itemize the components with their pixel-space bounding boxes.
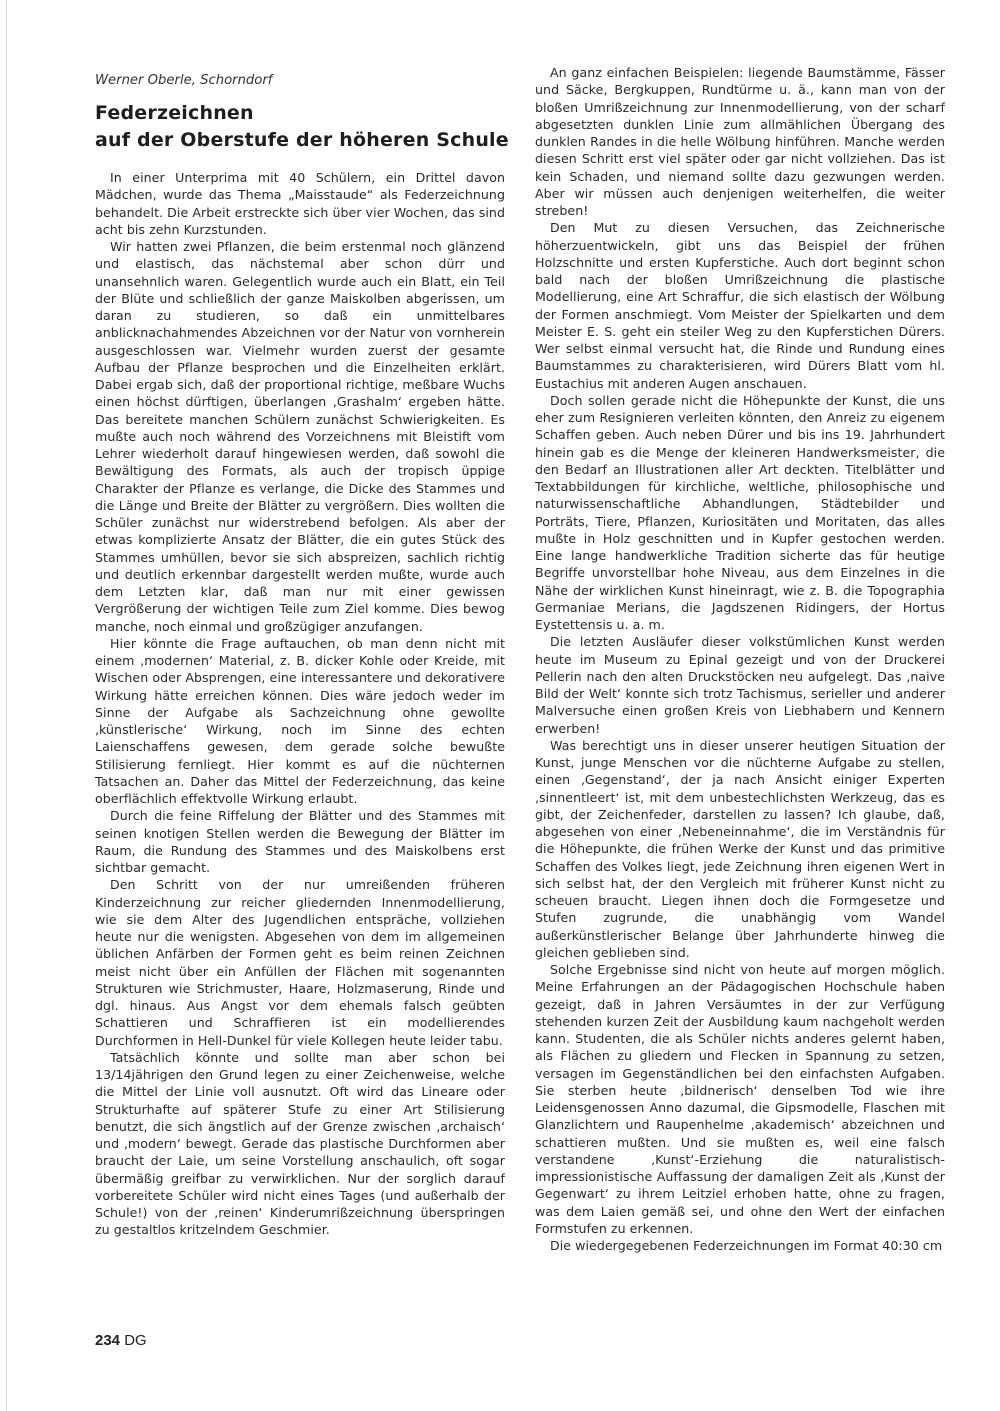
journal-abbrev: DG bbox=[124, 1332, 147, 1349]
paragraph: Was berechtigt uns in dieser unserer heutigen Situation der Kunst, junge Menschen vor die nüchterne Aufgabe zu stellen, einen ‚Gegenstand‘, der ja nach Ansicht einiger Experten ‚sinnentleert‘ ist, mit dem unbestechlichsten Werkzeug, das es gibt, der Zeichenfeder, darstellen zu lassen? Ich glaube, daß, abgesehen von einer ‚Nebeneinnahme‘, die im Verständnis für die Höhepunkte, die frühen Werke der Kunst und das primitive Schaffen des Volkes liegt, jede Zeichnung ihren eigenen Wert in sich selbst hat, der den Vergleich mit früherer Kunst nicht zu scheuen braucht. Liegen ihnen doch die Formgesetze und Stufen zugrunde, die unabhängig vom Wandel außerkünstlerischer Belange über Jahrhunderte hinweg die gleichen geblieben sind. bbox=[535, 737, 945, 960]
paragraph: Doch sollen gerade nicht die Höhepunkte der Kunst, die uns eher zum Resignieren verleiten könnten, den Anreiz zu eigenem Schaffen geben. Auch neben Dürer und bis ins 19. Jahrhundert hinein gab es die Menge der kleineren Handwerksmeister, die den Bedarf an Illustrationen aller Art deckten. Titelblätter und Textabbildungen für kirchliche, weltliche, philosophische und naturwissenschaftliche Abhandlungen, Städtebilder und Porträts, Tiere, Pflanzen, Kuriositäten und Moritaten, das alles mußte in Holz geschnitten und in Kupfer gestochen werden. Eine lange handwerkliche Tradition sicherte das für heutige Begriffe unvorstellbar hohe Niveau, aus dem Einzelnes in die Nähe der wirklichen Kunst hineinragt, wie z. B. die Topographia Germaniae Merians, die Jagdszenen Ridingers, der Hortus Eystettensis u. a. m. bbox=[535, 392, 945, 632]
paragraph: Den Schritt von der nur umreißenden früheren Kinderzeichnung zur reicher gliedernden Innenmodellierung, wie sie dem Alter des Jugendlichen entspräche, vollziehen heute nur die wenigsten. Abgesehen von dem im allgemeinen üblichen Anfärben der Formen geht es beim reinen Zeichnen meist nicht über ein Anfüllen der Flächen mit sogenannten Strukturen wie Strichmuster, Haare, Holzmaserung, Rinde und dgl. hinaus. Aus Angst vor dem ehemals falsch geübten Schattieren und Schraffieren ist ein modellierendes Durchformen in Hell-Dunkel für viele Kollegen heute leider tabu. bbox=[95, 877, 505, 1048]
paragraph: Wir hatten zwei Pflanzen, die beim erstenmal noch glänzend und elastisch, das nächstemal aber schon dürr und unansehnlich waren. Gelegentlich wurde auch ein Blatt, ein Teil der Blüte und schließlich der ganze Maiskolben abgerissen, um daran zu studieren, so daß ein unmittelbares anblicknachahmendes Abzeichnen vor der Natur von vornherein ausgeschlossen war. Vielmehr wurden zuerst der gesamte Aufbau der Pflanze besprochen und die Einzelheiten erklärt. Dabei ergab sich, daß der proportional richtige, meßbare Wuchs einen höchst dürftigen, überlangen ‚Grashalm‘ ergeben hätte. Das bereitete manchen Schülern zunächst Schwierigkeiten. Es mußte auch noch während des Vorzeichnens mit Bleistift vom Lehrer wiederholt darauf hingewiesen werden, daß sowohl die Bewältigung des Formats, als auch der tropisch üppige Charakter der Pflanze es verlange, die Dicke des Stammes und die Länge und Breite der Blätter zu vergrößern. Dies wollten die Schüler zunächst nur widerstrebend befolgen. Als aber der etwas komplizierte Ansatz der Blätter, die ein gutes Stück des Stammes umhüllen, bevor sie sich abspreizen, sachlich richtig und deutlich erkennbar dargestellt werden mußte, wurde auch dem Letzten klar, daß man nur mit einer gewissen Vergrößerung der wichtigen Teile zum Ziel komme. Dies bewog manche, noch einmal und großzügiger anzufangen. bbox=[95, 239, 505, 634]
paragraph-last: Die wiedergegebenen Federzeichnungen im Format 40:30 cm bbox=[550, 1238, 943, 1253]
paragraph: An ganz einfachen Beispielen: liegende Baumstämme, Fässer und Säcke, Bergkuppen, Rundtürme u. ä., kann man von der bloßen Umrißzeichnung zur Innenmodellierung, von der scharf abgesetzten dunklen Linie zum allmählichen Übergang des dunklen Randes in die helle Wölbung hinführen. Manche werden diesen Schritt erst viel später oder gar nicht vollziehen. Das ist kein Schaden, und niemand sollte dazu gezwungen werden. Aber wir müssen auch denjenigen weiterhelfen, die weiter streben! bbox=[535, 65, 945, 218]
right-column bbox=[535, 64, 945, 1254]
paragraph: Tatsächlich könnte und sollte man aber schon bei 13/14jährigen den Grund legen zu einer Zeichenweise, welche die Mittel der Linie voll ausnutzt. Oft wird das Lineare oder Strukturhafte auf späterer Stufe zu einer Art Stilisierung benutzt, die sich ängstlich auf der Grenze zwischen ‚archaisch‘ und ‚modern‘ bewegt. Gerade das plastische Durchformen aber braucht der Laie, um seine Vorstellung anschaulich, oft sogar übermäßig greifbar zu verwirklichen. Nur der sorglich darauf vorbereitete Schüler wird nicht eines Tages (und außerhalb der Schule!) von der ‚reinen‘ Kinderumrißzeichnung überspringen zu gestaltlos kritzelndem Geschmier. bbox=[95, 1049, 505, 1238]
title-line-1: Federzeichnen bbox=[95, 102, 254, 124]
paragraph: Hier könnte die Frage auftauchen, ob man denn nicht mit einem ‚modernen‘ Material, z. B. dicker Kohle oder Kreide, mit Wischen oder Absprengen, eine interessantere und dekorativere Wirkung hätte erreichen können. Dies wäre jedoch weder im Sinne der Aufgabe als Sachzeichnung ohne gewollte ‚künstlerische‘ Wirkung, noch im Sinne des echten Laienschaffens gewesen, dem gerade solche bewußte Stilisierung fernliegt. Hier kommt es auf die nüchternen Tatsachen an. Daher das Mittel der Federzeichnung, das keine oberflächlich effektvolle Wirkung erlaubt. bbox=[95, 635, 505, 806]
title-line-2: auf der Oberstufe der höheren Schule bbox=[95, 129, 509, 151]
page-number: 234 bbox=[95, 1332, 121, 1349]
paragraph: Den Mut zu diesen Versuchen, das Zeichnerische höherzuentwickeln, gibt uns das Beispiel der frühen Holzschnitte und ersten Kupferstiche. Auch dort beginnt schon bald nach der bloßen Umrißzeichnung die plastische Modellierung, eine Art Schraffur, die sich elastisch der Wölbung der Formen anschmiegt. Vom Meister der Spielkarten und dem Meister E. S. geht ein steiler Weg zu den Kupferstichen Dürers. Wer selbst einmal versucht hat, die Rinde und Rundung eines Baumstammes zu charakterisieren, wird Dürers Blatt vom hl. Eustachius mit anderen Augen anschauen. bbox=[535, 220, 945, 391]
paragraph: Solche Ergebnisse sind nicht von heute auf morgen möglich. Meine Erfahrungen an der Pädagogischen Hochschule haben gezeigt, daß in Jahren Versäumtes in der zur Verfügung stehenden kurzen Zeit der Ausbildung kaum nachgeholt werden kann. Studenten, die als Schüler nichts anderes gelernt haben, als Flächen zu gliedern und Flecken in Spannung zu setzen, versagen im Gegenständlichen bei den einfachsten Aufgaben. Sie sterben heute ‚bildnerisch‘ denselben Tod wie ihre Leidensgenossen Anno dazumal, die Gipsmodelle, Flaschen mit Glanzlichtern und Raupenhelme ‚akademisch‘ abzeichnen und schattieren mußten. Und sie mußten es, weil eine falsch verstandene ‚Kunst‘-Erziehung die naturalistisch-impressionistische Auffassung der damaligen Zeit als ‚Kunst der Gegenwart‘ zu ihrem Leitziel erhoben hatte, ohne zu fragen, was dem Laien gemäß sei, und ohne den Wert der einfachen Formstufen zu erkennen. bbox=[535, 962, 945, 1236]
page-footer bbox=[95, 1332, 147, 1349]
paragraph: Die letzten Ausläufer dieser volkstümlichen Kunst werden heute im Museum zu Epinal gezeigt und von der Druckerei Pellerin nach den alten Druckstöcken neu aufgelegt. Das ‚naive Bild der Welt‘ konnte sich trotz Tachismus, serieller und anderer Malversuche einen großen Kreis von Liebhabern und Kennern erwerben! bbox=[535, 634, 945, 736]
left-column bbox=[95, 169, 505, 1239]
paragraph: In einer Unterprima mit 40 Schülern, ein Drittel davon Mädchen, wurde das Thema „Maisstaude“ als Federzeichnung behandelt. Die Arbeit erstreckte sich über vier Wochen, das sind acht bis zehn Kurzstunden. bbox=[95, 170, 505, 237]
page-edge-line bbox=[6, 0, 7, 1411]
author-byline: Werner Oberle, Schorndorf bbox=[95, 73, 273, 88]
paragraph: Durch die feine Riffelung der Blätter und des Stammes mit seinen knotigen Stellen werden die Bewegung der Blätter im Raum, die Rundung des Stammes und des Maiskolbens erst sichtbar gemacht. bbox=[95, 808, 505, 875]
article-title bbox=[95, 100, 515, 154]
